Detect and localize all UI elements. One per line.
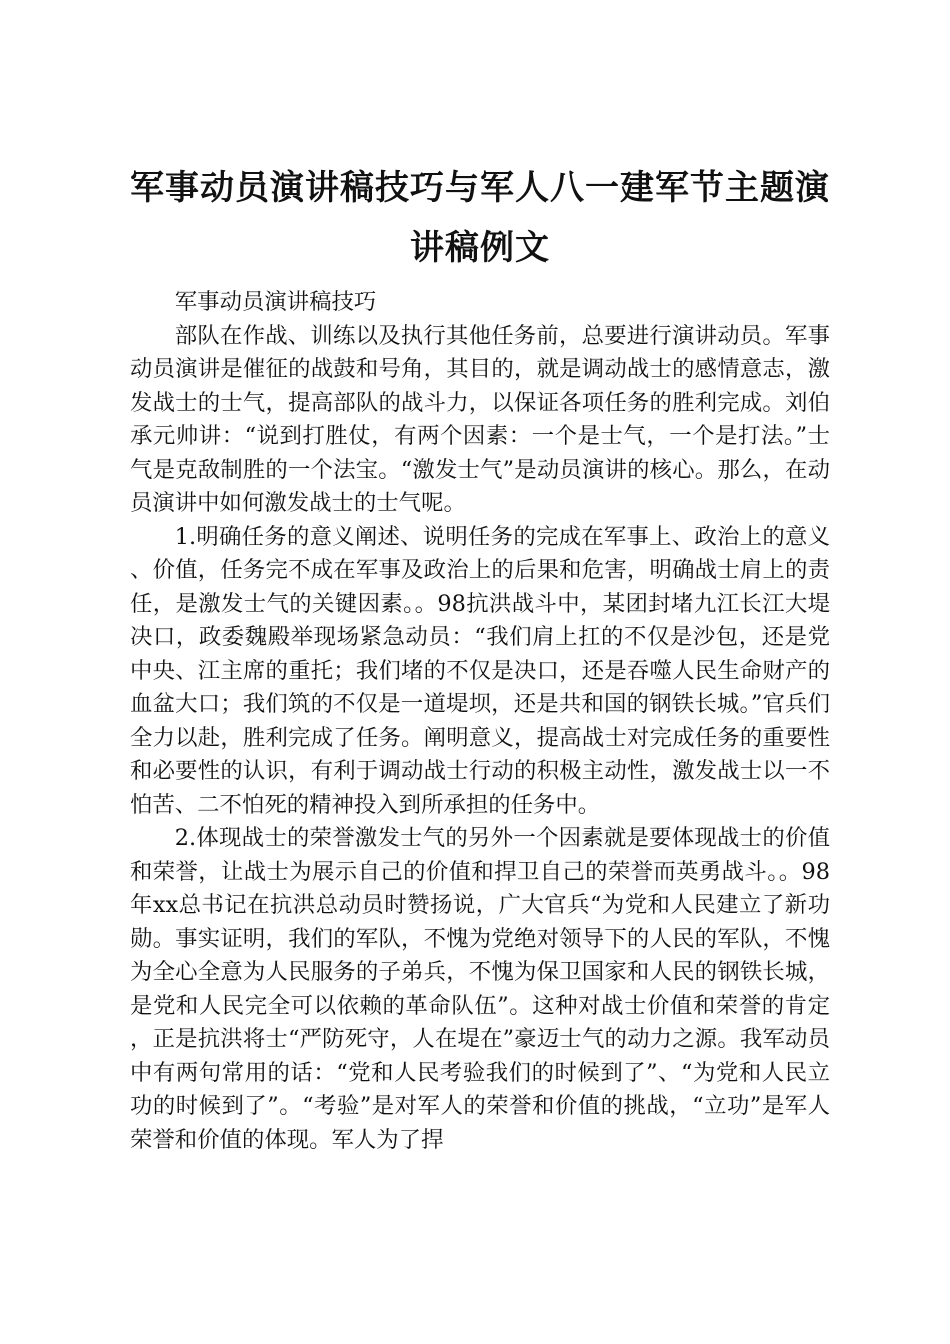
- document-title: 军事动员演讲稿技巧与军人八一建军节主题演讲稿例文: [130, 168, 830, 268]
- section-heading: 军事动员演讲稿技巧: [174, 289, 377, 315]
- body-paragraph: 1.明确任务的意义阐述、说明任务的完成在军事上、政治上的意义、价值，任务完不成在军事及政治上的后果和危害，明确战士肩上的责任，是激发士气的关键因素。。98抗洪战斗中，某团封堵九江长江大堤决口，政委魏殿举现场紧急动员：“我们肩上扛的不仅是沙包，还是党中央、江主席的重托；我们堵的不仅是决口，还是吞噬人民生命财产的血盆大口；我们筑的不仅是一道堤坝，还是共和国的钢铁长城。”官兵们全力以赴，胜利完成了任务。阐明意义，提高战士对完成任务的重要性和必要性的认识，有利于调动战士行动的积极主动性，激发战士以一不怕苦、二不怕死的精神投入到所承担的任务中。: [130, 523, 830, 818]
- document-page: [130, 158, 830, 1157]
- document-body: [130, 286, 830, 1157]
- body-paragraph: 部队在作战、训练以及执行其他任务前，总要进行演讲动员。军事动员演讲是催征的战鼓和号角，其目的，就是调动战士的感情意志，激发战士的士气，提高部队的战斗力，以保证各项任务的胜利完成。刘伯承元帅讲：“说到打胜仗，有两个因素：一个是士气，一个是打法。”士气是克敌制胜的一个法宝。“激发士气”是动员演讲的核心。那么，在动员演讲中如何激发战士的士气呢。: [130, 322, 830, 516]
- body-paragraph: 2.体现战士的荣誉激发士气的另外一个因素就是要体现战士的价值和荣誉，让战士为展示自己的价值和捍卫自己的荣誉而英勇战斗。。98年xx总书记在抗洪总动员时赞扬说，广大官兵“为党和人民建立了新功勋。事实证明，我们的军队，不愧为党绝对领导下的人民的军队，不愧为全心全意为人民服务的子弟兵，不愧为保卫国家和人民的钢铁长城，是党和人民完全可以依赖的革命队伍”。这种对战士价值和荣誉的肯定，正是抗洪将士“严防死守，人在堤在”豪迈士气的动力之源。我军动员中有两句常用的话：“党和人民考验我们的时候到了”、“为党和人民立功的时候到了”。“考验”是对军人的荣誉和价值的挑战，“立功”是军人荣誉和价值的体现。军人为了捍: [130, 825, 830, 1153]
